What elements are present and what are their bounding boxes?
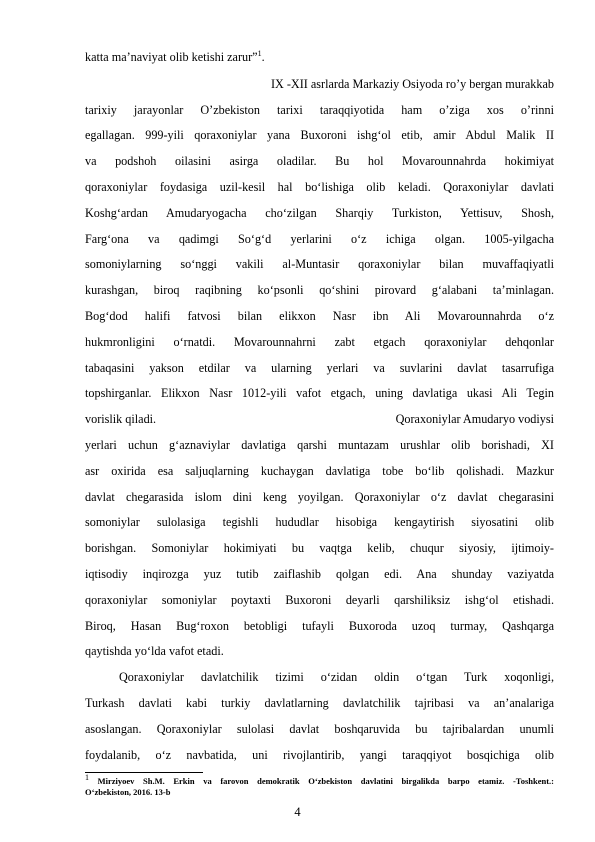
text-line-14: topshirganlar. Elikxon Nasr 1012-yili vafot etgach, uning davlatiga ukasi Ali Tegin — [85, 386, 554, 400]
text-line-15: vorislik qiladi. — [85, 412, 157, 426]
text-line-26: Turkash davlati kabi turkiy davlatlarning davlatchilik tajribasi va anʼanalariga — [85, 696, 554, 710]
text-line-15-right: Qoraxoniylar Amudaryo vodiysi — [395, 412, 554, 426]
text-line-19: somoniylar sulolasiga tegishli hududlar hisobiga kengaytirish siyosatini olib — [85, 515, 554, 529]
footnote-text-1: Mirziyoev Sh.M. Erkin va farovon demokratik Oʻzbekiston davlatini birgalikda barpo etamiz. -Toshkent.: — [97, 776, 554, 786]
text-line-12: hukmronligini oʻrnatdi. Movarounnahrni zabt etgach qoraxoniylar dehqonlar — [85, 335, 554, 349]
text-line-4: egallagan. 999-yili qoraxoniylar yana Buxoroni ishgʻol etib, amir Abdul Malik II — [85, 128, 554, 142]
text-line-22: qoraxoniylar somoniylar poytaxti Buxoroni deyarli qarshiliksiz ishgʻol etishadi. — [85, 593, 554, 607]
text-line-16: yerlari uchun gʻaznaviylar davlatiga qarshi muntazam urushlar olib borishadi, XI — [85, 438, 554, 452]
footnote-text-2: Oʻzbekiston, 2016. 13-b — [85, 787, 171, 797]
footnote-line-2 — [85, 787, 554, 798]
text-line-1-content: katta maʼnaviyat olib ketishi zarur” — [85, 50, 258, 64]
text-line-20: borishgan. Somoniylar hokimiyati bu vaqtga kelib, chuqur siyosiy, ijtimoiy- — [85, 541, 554, 555]
text-line-7: Koshgʻardan Amudaryogacha choʻzilgan Sharqiy Turkiston, Yettisuv, Shosh, — [85, 206, 554, 220]
text-line-25: Qoraxoniylar davlatchilik tizimi oʻzidan oldin oʻtgan Turk xoqonligi, — [119, 670, 554, 684]
text-line-17: asr oxirida esa saljuqlarning kuchaygan davlatiga tobe boʻlib qolishadi. Mazkur — [85, 464, 554, 478]
text-line-18: davlat chegarasida islom dini keng yoyilgan. Qoraxoniylar oʻz davlat chegarasini — [85, 490, 554, 504]
text-line-23: Biroq, Hasan Bugʻroxon betobligi tufayli Buxoroda uzoq turmay, Qashqarga — [85, 619, 554, 633]
text-line-9: somoniylarning soʻnggi vakili al-Muntasir qoraxoniylar bilan muvaffaqiyatli — [85, 257, 554, 271]
text-line-10: kurashgan, biroq raqibning koʻpsonli qoʻshini pirovard gʻalabani taʼminlagan. — [85, 283, 554, 297]
page-number: 4 — [294, 805, 301, 819]
footnote-number: 1 — [85, 773, 89, 783]
footnote-line-1 — [85, 773, 554, 787]
text-line-27: asoslangan. Qoraxoniylar sulolasi davlat boshqaruvida bu tajribalardan unumli — [85, 722, 554, 736]
text-line-11: Bogʻdod halifi fatvosi bilan elikxon Nasr ibn Ali Movarounnahrda oʻz — [85, 309, 554, 323]
text-line-5: va podshoh oilasini asirga oladilar. Bu hol Movarounnahrda hokimiyat — [85, 154, 554, 168]
text-line-28: foydalanib, oʻz navbatida, uni rivojlantirib, yangi taraqqiyot bosqichiga olib — [85, 748, 554, 762]
text-line-1-tail: . — [261, 50, 265, 64]
text-line-3: tarixiy jarayonlar O’zbekiston tarixi taraqqiyotida ham o’ziga xos o’rinni — [85, 103, 554, 117]
text-line-8: Fargʻona va qadimgi Soʻgʻd yerlarini oʻz ichiga olgan. 1005-yilgacha — [85, 232, 554, 246]
text-line-24: qaytishda yoʻlda vafot etadi. — [85, 644, 224, 658]
text-line-2: IX -XII asrlarda Markaziy Osiyoda ro’y bergan murakkab — [270, 77, 554, 91]
footnote-divider — [85, 772, 203, 773]
text-line-21: iqtisodiy inqirozga yuz tutib zaiflashib qolgan edi. Ana shunday vaziyatda — [85, 567, 554, 581]
text-line-13: tabaqasini yakson etdilar va ularning yerlari va suvlarini davlat tasarrufiga — [85, 361, 554, 375]
text-line-6: qoraxoniylar foydasiga uzil-kesil hal boʻlishiga olib keladi. Qoraxoniylar davlati — [85, 180, 554, 194]
text-line-1 — [85, 50, 554, 64]
footnote-reference[interactable]: 1 — [257, 48, 262, 58]
